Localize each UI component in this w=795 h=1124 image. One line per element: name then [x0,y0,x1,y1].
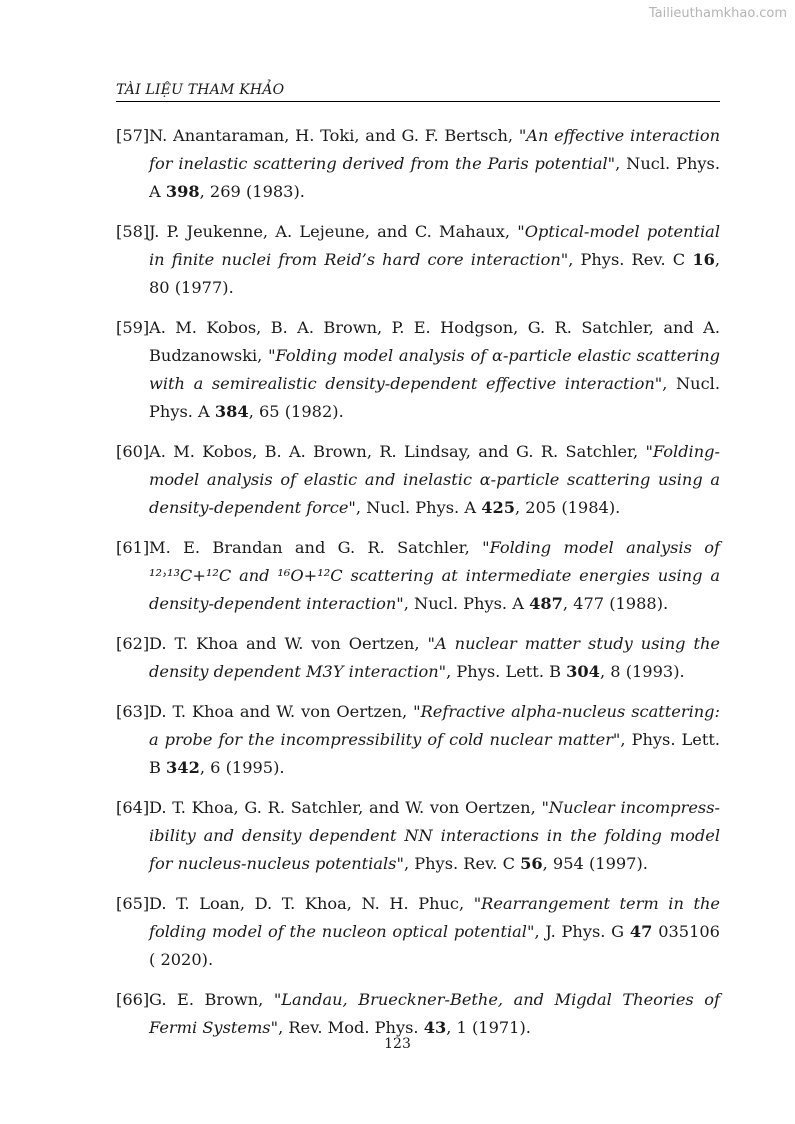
reference-journal: , J. Phys. G [534,922,630,941]
reference-authors: N. Anantaraman, H. Toki, and G. F. Bertsch, [149,126,519,145]
reference-number: [57] [116,126,150,145]
reference-journal: , Nucl. Phys. A [149,154,720,201]
reference-volume: 56 [520,854,543,873]
reference-journal: , Phys. Lett. B [149,730,720,777]
reference-journal: , Phys. Rev. C [403,854,521,873]
reference-item [116,218,720,302]
reference-number: [64] [116,798,150,817]
reference-body [149,218,720,302]
reference-pages-year: , 8 (1993). [599,662,685,681]
reference-authors: J. P. Jeukenne, A. Lejeune, and C. Mahaux, [149,222,518,241]
reference-authors: D. T. Khoa, G. R. Satchler, and W. von Oertzen, [149,798,542,817]
reference-volume: 47 [629,922,653,941]
reference-pages-year: , 1 (1971). [446,1018,531,1037]
reference-item [116,314,720,426]
reference-item [116,438,720,522]
reference-volume: 16 [692,250,715,269]
reference-title: "Folding model analysis of ¹²˒¹³C+¹²C and ¹⁶O+¹²C scattering at intermediate energies using a density-dependent interaction" [149,538,720,613]
reference-item [116,534,720,618]
reference-body [149,534,720,618]
reference-number: [63] [116,702,150,721]
reference-volume: 43 [423,1018,447,1037]
reference-authors: D. T. Khoa and W. von Oertzen, [149,702,414,721]
reference-number: [62] [116,634,150,653]
reference-volume: 425 [481,498,515,517]
reference-number: [66] [116,990,150,1009]
reference-number: [65] [116,894,150,913]
reference-title: "Folding model analysis of α-particle elastic scattering with a semirealistic density-dependent effective interaction" [149,346,720,393]
reference-authors: G. E. Brown, [149,990,274,1009]
reference-pages-year: , 205 (1984). [514,498,621,517]
reference-journal: , Nucl. Phys. A [149,374,720,421]
reference-journal: , Phys. Lett. B [446,662,567,681]
reference-item [116,698,720,782]
reference-pages-year: 035106 ( 2020). [149,922,720,969]
reference-number: [60] [116,442,150,461]
reference-pages-year: , 269 (1983). [199,182,305,201]
reference-item [116,986,720,1042]
reference-item [116,122,720,206]
page-header: TÀI LIỆU THAM KHẢO [116,82,720,102]
reference-body [149,794,720,878]
reference-item [116,794,720,878]
page-number: 123 [384,1036,411,1052]
reference-volume: 342 [166,758,200,777]
reference-title: "An effective interaction for inelastic scattering derived from the Paris potential" [149,126,720,173]
reference-authors: D. T. Loan, D. T. Khoa, N. H. Phuc, [149,894,474,913]
reference-body [149,314,720,426]
reference-item [116,630,720,686]
reference-title: "Optical-model potential in finite nuclei from Reid’s hard core interaction" [149,222,720,269]
reference-volume: 487 [529,594,563,613]
reference-title: "Refractive alpha-nucleus scattering: a probe for the incompressibility of cold nuclear matter" [149,702,720,749]
reference-title: "Nuclear incompress-ibility and density dependent NN interactions in the folding model for nucleus-nucleus potentials" [149,798,720,873]
reference-title: "A nuclear matter study using the density dependent M3Y interaction" [149,634,720,681]
reference-body [149,122,720,206]
reference-body [149,890,720,974]
reference-pages-year: , 477 (1988). [562,594,669,613]
reference-authors: D. T. Khoa and W. von Oertzen, [149,634,428,653]
reference-number: [61] [116,538,150,557]
reference-item [116,890,720,974]
reference-pages-year: , 6 (1995). [199,758,285,777]
reference-volume: 398 [165,182,200,201]
reference-authors: M. E. Brandan and G. R. Satchler, [149,538,483,557]
reference-title: "Landau, Brueckner-Bethe, and Migdal Theories of Fermi Systems" [149,990,720,1037]
reference-pages-year: , 80 (1977). [149,250,720,297]
reference-volume: 384 [214,402,249,421]
reference-body [149,698,720,782]
reference-title: "Folding-model analysis of elastic and inelastic α-particle scattering using a density-dependent force" [149,442,720,517]
watermark: Tailieuthamkhao.com [648,6,787,21]
reference-body [149,438,720,522]
reference-body [149,986,720,1042]
reference-title: "Rearrangement term in the folding model of the nucleon optical potential" [149,894,720,941]
reference-list [116,122,720,1054]
reference-number: [58] [116,222,150,241]
reference-journal: , Nucl. Phys. A [355,498,482,517]
reference-journal: , Phys. Rev. C [568,250,693,269]
reference-body [149,630,720,686]
reference-journal: , Nucl. Phys. A [403,594,530,613]
reference-volume: 304 [566,662,600,681]
reference-journal: , Rev. Mod. Phys. [278,1018,424,1037]
reference-number: [59] [116,318,150,337]
reference-authors: A. M. Kobos, B. A. Brown, P. E. Hodgson, G. R. Satchler, and A. Budzanowski, [149,318,720,365]
reference-pages-year: , 65 (1982). [248,402,344,421]
reference-pages-year: , 954 (1997). [542,854,648,873]
reference-authors: A. M. Kobos, B. A. Brown, R. Lindsay, and G. R. Satchler, [149,442,646,461]
